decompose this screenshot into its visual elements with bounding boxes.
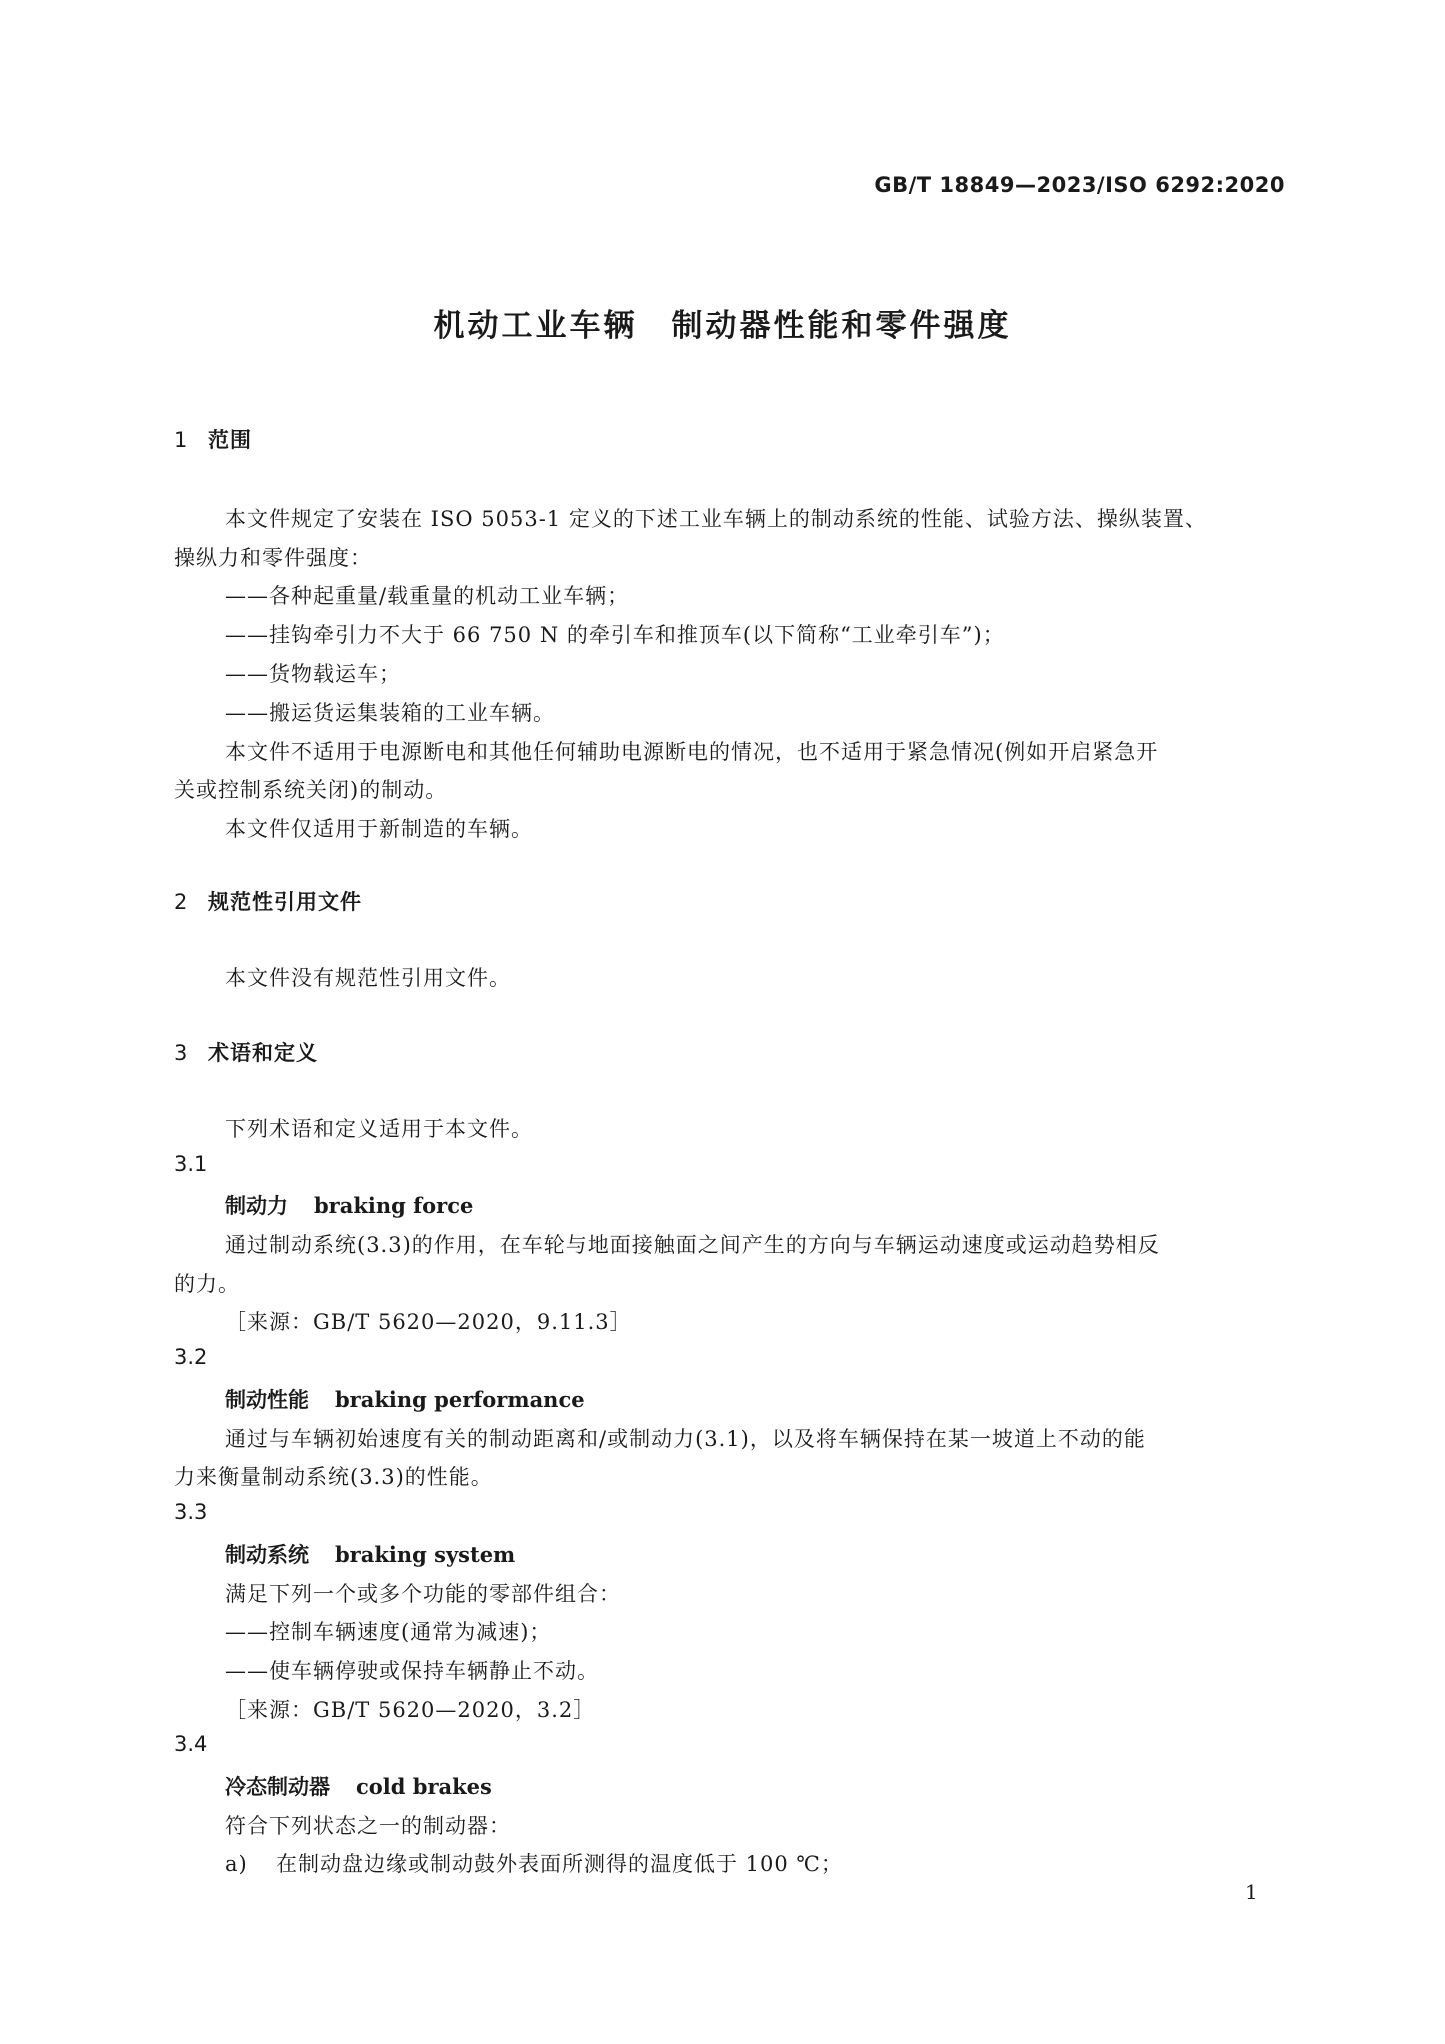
list-item: ——控制车辆速度(通常为减速)； bbox=[225, 1620, 552, 1644]
term-chinese: 制动性能 bbox=[225, 1387, 309, 1412]
list-item-label: a) bbox=[225, 1852, 248, 1876]
term-number: 3.1 bbox=[174, 1152, 208, 1176]
list-item: ——挂钩牵引力不大于 66 750 N 的牵引车和推顶车(以下简称“工业牵引车”)； bbox=[225, 623, 1005, 647]
list-item: ——搬运货运集装箱的工业车辆。 bbox=[225, 701, 555, 725]
definition-line: 通过制动系统(3.3)的作用，在车轮与地面接触面之间产生的方向与车辆运动速度或运动趋势相反 bbox=[225, 1233, 1160, 1257]
term-chinese: 制动力 bbox=[225, 1193, 288, 1218]
term-english: braking system bbox=[335, 1542, 516, 1567]
term-heading bbox=[225, 1190, 473, 1220]
section-number: 3 bbox=[174, 1041, 189, 1065]
section-title: 规范性引用文件 bbox=[208, 890, 362, 914]
list-item-text: 在制动盘边缘或制动鼓外表面所测得的温度低于 100 ℃； bbox=[276, 1852, 843, 1876]
definition-line: 通过与车辆初始速度有关的制动距离和/或制动力(3.1)，以及将车辆保持在某一坡道上不动的能 bbox=[225, 1427, 1146, 1451]
term-english: braking force bbox=[314, 1193, 474, 1218]
section-number: 2 bbox=[174, 890, 189, 914]
definition-line: 符合下列状态之一的制动器： bbox=[225, 1814, 511, 1838]
paragraph-line: 本文件规定了安装在 ISO 5053-1 定义的下述工业车辆上的制动系统的性能、试验方法、操纵装置、 bbox=[225, 507, 1207, 531]
section-2-heading bbox=[174, 886, 362, 916]
list-item: ——使车辆停驶或保持车辆静止不动。 bbox=[225, 1659, 599, 1683]
document-title: 机动工业车辆 制动器性能和零件强度 bbox=[433, 308, 1012, 344]
term-number: 3.4 bbox=[174, 1732, 208, 1756]
list-item: ——货物载运车； bbox=[225, 662, 401, 686]
paragraph-line: 关或控制系统关闭)的制动。 bbox=[174, 778, 448, 802]
term-number: 3.2 bbox=[174, 1345, 208, 1369]
section-3-heading bbox=[174, 1037, 318, 1067]
source-note: ［来源：GB/T 5620—2020，3.2］ bbox=[225, 1698, 596, 1722]
term-heading bbox=[225, 1539, 515, 1569]
term-chinese: 冷态制动器 bbox=[225, 1774, 330, 1799]
term-english: braking performance bbox=[335, 1387, 585, 1412]
standard-code: GB/T 18849—2023/ISO 6292:2020 bbox=[874, 173, 1285, 197]
section-1-heading bbox=[174, 424, 252, 454]
section-number: 1 bbox=[174, 428, 189, 452]
term-heading bbox=[225, 1384, 585, 1414]
term-number: 3.3 bbox=[174, 1500, 208, 1524]
term-heading bbox=[225, 1771, 492, 1801]
list-item bbox=[225, 1848, 843, 1878]
section-title: 术语和定义 bbox=[208, 1041, 318, 1065]
paragraph-line: 下列术语和定义适用于本文件。 bbox=[225, 1117, 533, 1141]
paragraph-line: 本文件不适用于电源断电和其他任何辅助电源断电的情况，也不适用于紧急情况(例如开启紧急开 bbox=[225, 740, 1159, 764]
definition-line: 力来衡量制动系统(3.3)的性能。 bbox=[174, 1465, 493, 1489]
paragraph-line: 操纵力和零件强度： bbox=[174, 546, 372, 570]
term-english: cold brakes bbox=[356, 1774, 492, 1799]
list-item: ——各种起重量/载重量的机动工业车辆； bbox=[225, 584, 630, 608]
source-note: ［来源：GB/T 5620—2020，9.11.3］ bbox=[225, 1310, 632, 1334]
section-title: 范围 bbox=[208, 428, 252, 452]
page-number: 1 bbox=[1245, 1880, 1258, 1904]
paragraph-line: 本文件没有规范性引用文件。 bbox=[225, 966, 511, 990]
definition-line: 的力。 bbox=[174, 1272, 240, 1296]
term-chinese: 制动系统 bbox=[225, 1542, 309, 1567]
paragraph-line: 本文件仅适用于新制造的车辆。 bbox=[225, 817, 533, 841]
definition-line: 满足下列一个或多个功能的零部件组合： bbox=[225, 1582, 621, 1606]
